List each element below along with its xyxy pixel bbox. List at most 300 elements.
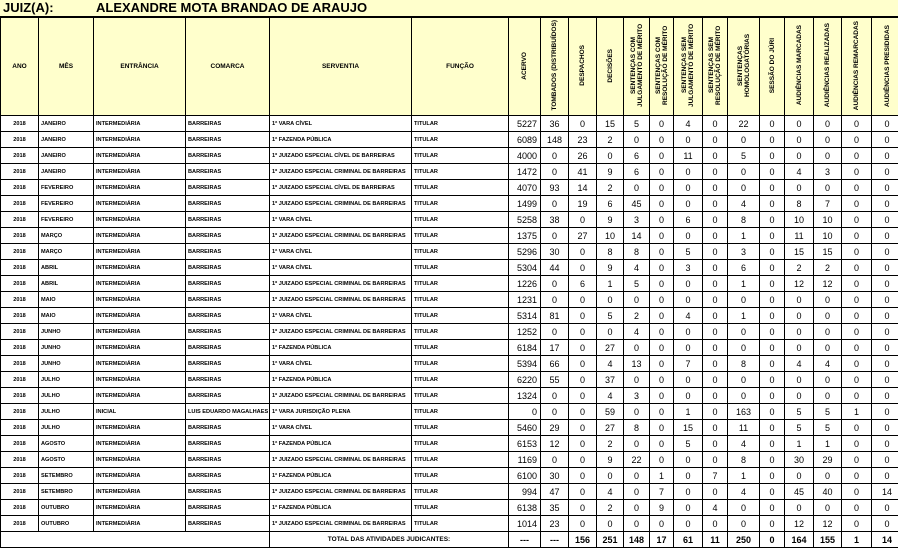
cell-acervo: 5304 — [509, 260, 541, 276]
cell-mes: ABRIL — [39, 260, 94, 276]
cell-acervo: 6100 — [509, 468, 541, 484]
cell-sentencas-homologatorias: 0 — [728, 324, 760, 340]
cell-sentencas-sem-julgamento: 0 — [674, 324, 703, 340]
cell-despachos: 0 — [569, 500, 597, 516]
cell-decisoes: 9 — [597, 212, 624, 228]
cell-audiencias-marcadas: 0 — [785, 324, 814, 340]
col-serventia: SERVENTIA — [270, 18, 412, 116]
cell-ano: 2018 — [1, 308, 39, 324]
cell-audiencias-remarcadas: 0 — [842, 356, 872, 372]
cell-audiencias-remarcadas: 0 — [842, 324, 872, 340]
cell-decisoes: 0 — [597, 516, 624, 532]
cell-sentencas-com-resolucao: 0 — [650, 516, 674, 532]
cell-sessao-juri: 0 — [760, 324, 785, 340]
cell-mes: MARÇO — [39, 228, 94, 244]
cell-tombados: 93 — [541, 180, 569, 196]
cell-audiencias-remarcadas: 0 — [842, 484, 872, 500]
cell-entrancia: INTERMEDIÁRIA — [94, 132, 186, 148]
cell-ano: 2018 — [1, 228, 39, 244]
cell-comarca: LUIS EDUARDO MAGALHAES — [186, 404, 270, 420]
cell-audiencias-remarcadas: 0 — [842, 452, 872, 468]
cell-tombados: 148 — [541, 132, 569, 148]
cell-sentencas-sem-resolucao: 0 — [703, 180, 728, 196]
cell-audiencias-presididas: 14 — [872, 484, 898, 500]
cell-audiencias-presididas: 0 — [872, 228, 898, 244]
total-audiencias-realizadas: 155 — [814, 532, 842, 548]
cell-despachos: 0 — [569, 340, 597, 356]
cell-serventia: 1º JUIZADO ESPECIAL CRIMINAL DE BARREIRAS — [270, 228, 412, 244]
cell-ano: 2018 — [1, 420, 39, 436]
cell-entrancia: INTERMEDIÁRIA — [94, 420, 186, 436]
cell-entrancia: INTERMEDIÁRIA — [94, 164, 186, 180]
cell-despachos: 0 — [569, 452, 597, 468]
cell-tombados: 30 — [541, 244, 569, 260]
cell-sessao-juri: 0 — [760, 180, 785, 196]
cell-audiencias-presididas: 0 — [872, 196, 898, 212]
cell-acervo: 6220 — [509, 372, 541, 388]
cell-despachos: 0 — [569, 388, 597, 404]
cell-mes: SETEMBRO — [39, 468, 94, 484]
cell-tombados: 66 — [541, 356, 569, 372]
cell-audiencias-marcadas: 12 — [785, 276, 814, 292]
cell-sentencas-com-julgamento: 0 — [624, 132, 650, 148]
cell-audiencias-realizadas: 5 — [814, 404, 842, 420]
cell-sentencas-com-julgamento: 6 — [624, 164, 650, 180]
cell-comarca: BARREIRAS — [186, 212, 270, 228]
cell-serventia: 1ª FAZENDA PÚBLICA — [270, 500, 412, 516]
table-row — [1, 516, 898, 532]
cell-ano: 2018 — [1, 484, 39, 500]
cell-ano: 2018 — [1, 516, 39, 532]
cell-sessao-juri: 0 — [760, 340, 785, 356]
cell-despachos: 23 — [569, 132, 597, 148]
cell-sentencas-sem-resolucao: 0 — [703, 244, 728, 260]
cell-entrancia: INTERMEDIÁRIA — [94, 484, 186, 500]
cell-entrancia: INTERMEDIÁRIA — [94, 324, 186, 340]
cell-comarca: BARREIRAS — [186, 132, 270, 148]
cell-sentencas-homologatorias: 11 — [728, 420, 760, 436]
cell-sentencas-sem-resolucao: 0 — [703, 372, 728, 388]
cell-mes: JUNHO — [39, 356, 94, 372]
cell-serventia: 1º JUIZADO ESPECIAL CRIMINAL DE BARREIRAS — [270, 516, 412, 532]
cell-audiencias-realizadas: 0 — [814, 116, 842, 132]
cell-sentencas-sem-julgamento: 15 — [674, 420, 703, 436]
cell-tombados: 23 — [541, 516, 569, 532]
col-ano: ANO — [1, 18, 39, 116]
cell-sentencas-com-resolucao: 0 — [650, 420, 674, 436]
cell-sentencas-sem-julgamento: 3 — [674, 260, 703, 276]
cell-sentencas-sem-julgamento: 0 — [674, 164, 703, 180]
cell-sentencas-com-julgamento: 5 — [624, 116, 650, 132]
cell-funcao: TITULAR — [412, 468, 509, 484]
cell-sentencas-sem-julgamento: 0 — [674, 468, 703, 484]
cell-sentencas-sem-julgamento: 0 — [674, 292, 703, 308]
cell-audiencias-remarcadas: 0 — [842, 212, 872, 228]
cell-sentencas-com-julgamento: 14 — [624, 228, 650, 244]
cell-entrancia: INTERMEDIÁRIA — [94, 260, 186, 276]
cell-sentencas-com-julgamento: 2 — [624, 308, 650, 324]
cell-audiencias-realizadas: 10 — [814, 228, 842, 244]
table-row — [1, 276, 898, 292]
cell-entrancia: INICIAL — [94, 404, 186, 420]
cell-sentencas-sem-resolucao: 0 — [703, 436, 728, 452]
cell-sentencas-com-resolucao: 0 — [650, 132, 674, 148]
cell-audiencias-realizadas: 0 — [814, 388, 842, 404]
cell-comarca: BARREIRAS — [186, 196, 270, 212]
cell-sentencas-sem-resolucao: 0 — [703, 356, 728, 372]
cell-decisoes: 0 — [597, 324, 624, 340]
cell-sentencas-com-julgamento: 0 — [624, 292, 650, 308]
cell-entrancia: INTERMEDIÁRIA — [94, 212, 186, 228]
cell-ano: 2018 — [1, 276, 39, 292]
cell-audiencias-remarcadas: 0 — [842, 164, 872, 180]
cell-decisoes: 10 — [597, 228, 624, 244]
total-sentencas-sem-resolucao: 11 — [703, 532, 728, 548]
total-audiencias-presididas: 14 — [872, 532, 898, 548]
cell-sentencas-com-resolucao: 0 — [650, 148, 674, 164]
cell-sentencas-com-julgamento: 5 — [624, 276, 650, 292]
cell-sentencas-sem-julgamento: 0 — [674, 196, 703, 212]
cell-sessao-juri: 0 — [760, 500, 785, 516]
cell-decisoes: 0 — [597, 148, 624, 164]
cell-funcao: TITULAR — [412, 260, 509, 276]
cell-audiencias-realizadas: 4 — [814, 356, 842, 372]
cell-audiencias-realizadas: 0 — [814, 372, 842, 388]
cell-acervo: 1014 — [509, 516, 541, 532]
cell-despachos: 0 — [569, 420, 597, 436]
cell-audiencias-realizadas: 12 — [814, 276, 842, 292]
cell-sentencas-com-resolucao: 0 — [650, 388, 674, 404]
cell-sentencas-com-julgamento: 0 — [624, 500, 650, 516]
cell-sentencas-com-resolucao: 0 — [650, 196, 674, 212]
cell-acervo: 4000 — [509, 148, 541, 164]
cell-sentencas-homologatorias: 4 — [728, 484, 760, 500]
cell-audiencias-realizadas: 10 — [814, 212, 842, 228]
cell-comarca: BARREIRAS — [186, 276, 270, 292]
cell-funcao: TITULAR — [412, 340, 509, 356]
cell-audiencias-remarcadas: 0 — [842, 260, 872, 276]
table-row — [1, 212, 898, 228]
cell-sentencas-sem-resolucao: 0 — [703, 228, 728, 244]
table-row — [1, 452, 898, 468]
cell-sessao-juri: 0 — [760, 132, 785, 148]
total-sessao-juri: 0 — [760, 532, 785, 548]
cell-sentencas-com-resolucao: 0 — [650, 244, 674, 260]
cell-mes: JUNHO — [39, 324, 94, 340]
table-row — [1, 356, 898, 372]
cell-acervo: 1252 — [509, 324, 541, 340]
cell-mes: OUTUBRO — [39, 516, 94, 532]
cell-mes: JANEIRO — [39, 116, 94, 132]
cell-comarca: BARREIRAS — [186, 356, 270, 372]
table-row — [1, 468, 898, 484]
cell-sentencas-com-resolucao: 0 — [650, 276, 674, 292]
cell-despachos: 0 — [569, 244, 597, 260]
cell-funcao: TITULAR — [412, 212, 509, 228]
cell-entrancia: INTERMEDIÁRIA — [94, 372, 186, 388]
cell-funcao: TITULAR — [412, 420, 509, 436]
cell-sentencas-homologatorias: 1 — [728, 468, 760, 484]
total-decisoes: 251 — [597, 532, 624, 548]
cell-tombados: 0 — [541, 164, 569, 180]
cell-sentencas-sem-julgamento: 0 — [674, 132, 703, 148]
cell-sentencas-homologatorias: 163 — [728, 404, 760, 420]
cell-sentencas-sem-resolucao: 7 — [703, 468, 728, 484]
cell-decisoes: 6 — [597, 196, 624, 212]
cell-acervo: 1231 — [509, 292, 541, 308]
cell-entrancia: INTERMEDIÁRIA — [94, 356, 186, 372]
cell-entrancia: INTERMEDIÁRIA — [94, 276, 186, 292]
cell-serventia: 1ª VARA CÍVEL — [270, 356, 412, 372]
col-sentencas-sem-resolucao: SENTENÇAS SEM RESOLUÇÃO DE MÉRITO — [703, 18, 728, 116]
table-row — [1, 308, 898, 324]
cell-sentencas-homologatorias: 0 — [728, 164, 760, 180]
cell-sessao-juri: 0 — [760, 196, 785, 212]
cell-sentencas-sem-resolucao: 0 — [703, 212, 728, 228]
cell-funcao: TITULAR — [412, 324, 509, 340]
cell-mes: JUNHO — [39, 340, 94, 356]
cell-audiencias-presididas: 0 — [872, 324, 898, 340]
cell-despachos: 0 — [569, 516, 597, 532]
cell-sessao-juri: 0 — [760, 228, 785, 244]
cell-audiencias-presididas: 0 — [872, 164, 898, 180]
cell-sentencas-com-julgamento: 0 — [624, 468, 650, 484]
table-row — [1, 132, 898, 148]
total-sentencas-homologatorias: 250 — [728, 532, 760, 548]
cell-sessao-juri: 0 — [760, 372, 785, 388]
cell-tombados: 17 — [541, 340, 569, 356]
cell-funcao: TITULAR — [412, 404, 509, 420]
cell-entrancia: INTERMEDIÁRIA — [94, 228, 186, 244]
cell-audiencias-remarcadas: 0 — [842, 132, 872, 148]
col-audiencias-remarcadas: AUDIÊNCIAS REMARCADAS — [842, 18, 872, 116]
cell-audiencias-presididas: 0 — [872, 180, 898, 196]
cell-audiencias-remarcadas: 0 — [842, 340, 872, 356]
cell-tombados: 0 — [541, 388, 569, 404]
cell-sentencas-homologatorias: 8 — [728, 452, 760, 468]
cell-audiencias-remarcadas: 0 — [842, 468, 872, 484]
cell-decisoes: 0 — [597, 292, 624, 308]
cell-audiencias-remarcadas: 0 — [842, 372, 872, 388]
cell-sentencas-homologatorias: 0 — [728, 292, 760, 308]
cell-comarca: BARREIRAS — [186, 500, 270, 516]
cell-audiencias-marcadas: 0 — [785, 500, 814, 516]
cell-sentencas-sem-julgamento: 0 — [674, 452, 703, 468]
cell-sentencas-homologatorias: 0 — [728, 516, 760, 532]
cell-serventia: 1ª FAZENDA PÚBLICA — [270, 468, 412, 484]
cell-mes: JULHO — [39, 420, 94, 436]
cell-audiencias-presididas: 0 — [872, 468, 898, 484]
cell-sentencas-homologatorias: 0 — [728, 388, 760, 404]
cell-funcao: TITULAR — [412, 356, 509, 372]
cell-tombados: 0 — [541, 452, 569, 468]
cell-decisoes: 15 — [597, 116, 624, 132]
cell-sentencas-com-julgamento: 3 — [624, 388, 650, 404]
cell-despachos: 0 — [569, 468, 597, 484]
cell-despachos: 26 — [569, 148, 597, 164]
cell-serventia: 1º JUIZADO ESPECIAL CRIMINAL DE BARREIRAS — [270, 292, 412, 308]
cell-sentencas-homologatorias: 3 — [728, 244, 760, 260]
cell-tombados: 0 — [541, 276, 569, 292]
cell-sentencas-com-julgamento: 0 — [624, 404, 650, 420]
cell-audiencias-presididas: 0 — [872, 148, 898, 164]
cell-entrancia: INTERMEDIÁRIA — [94, 308, 186, 324]
cell-acervo: 1324 — [509, 388, 541, 404]
cell-sentencas-com-julgamento: 8 — [624, 420, 650, 436]
cell-audiencias-realizadas: 3 — [814, 164, 842, 180]
cell-sessao-juri: 0 — [760, 468, 785, 484]
cell-audiencias-realizadas: 29 — [814, 452, 842, 468]
cell-comarca: BARREIRAS — [186, 164, 270, 180]
table-row — [1, 324, 898, 340]
cell-audiencias-realizadas: 15 — [814, 244, 842, 260]
cell-sentencas-sem-resolucao: 0 — [703, 420, 728, 436]
cell-serventia: 1º JUIZADO ESPECIAL CÍVEL DE BARREIRAS — [270, 148, 412, 164]
cell-audiencias-marcadas: 0 — [785, 372, 814, 388]
cell-despachos: 0 — [569, 212, 597, 228]
cell-decisoes: 4 — [597, 388, 624, 404]
cell-sentencas-sem-resolucao: 0 — [703, 276, 728, 292]
cell-serventia: 1º JUIZADO ESPECIAL CRIMINAL DE BARREIRAS — [270, 388, 412, 404]
cell-entrancia: INTERMEDIÁRIA — [94, 244, 186, 260]
cell-sentencas-sem-resolucao: 0 — [703, 132, 728, 148]
cell-audiencias-realizadas: 5 — [814, 420, 842, 436]
cell-acervo: 6153 — [509, 436, 541, 452]
cell-despachos: 14 — [569, 180, 597, 196]
cell-sentencas-com-resolucao: 0 — [650, 436, 674, 452]
cell-acervo: 1375 — [509, 228, 541, 244]
cell-ano: 2018 — [1, 132, 39, 148]
cell-entrancia: INTERMEDIÁRIA — [94, 436, 186, 452]
cell-tombados: 0 — [541, 324, 569, 340]
cell-sentencas-homologatorias: 0 — [728, 340, 760, 356]
cell-serventia: 1ª VARA CÍVEL — [270, 212, 412, 228]
cell-audiencias-marcadas: 0 — [785, 116, 814, 132]
cell-sentencas-com-julgamento: 0 — [624, 372, 650, 388]
cell-audiencias-presididas: 0 — [872, 420, 898, 436]
cell-funcao: TITULAR — [412, 116, 509, 132]
cell-audiencias-presididas: 0 — [872, 436, 898, 452]
cell-audiencias-marcadas: 0 — [785, 308, 814, 324]
cell-audiencias-realizadas: 7 — [814, 196, 842, 212]
cell-audiencias-marcadas: 0 — [785, 468, 814, 484]
cell-entrancia: INTERMEDIÁRIA — [94, 500, 186, 516]
col-acervo: ACERVO — [509, 18, 541, 116]
cell-mes: ABRIL — [39, 276, 94, 292]
cell-decisoes: 2 — [597, 436, 624, 452]
cell-comarca: BARREIRAS — [186, 180, 270, 196]
cell-ano: 2018 — [1, 372, 39, 388]
cell-serventia: 1º JUIZADO ESPECIAL CRIMINAL DE BARREIRAS — [270, 452, 412, 468]
activity-table — [0, 17, 898, 548]
cell-audiencias-realizadas: 0 — [814, 148, 842, 164]
cell-funcao: TITULAR — [412, 180, 509, 196]
cell-comarca: BARREIRAS — [186, 372, 270, 388]
cell-mes: AGOSTO — [39, 452, 94, 468]
cell-audiencias-remarcadas: 0 — [842, 244, 872, 260]
total-despachos: 156 — [569, 532, 597, 548]
cell-audiencias-realizadas: 0 — [814, 308, 842, 324]
col-funcao: FUNÇÃO — [412, 18, 509, 116]
cell-serventia: 1ª VARA CÍVEL — [270, 260, 412, 276]
cell-decisoes: 2 — [597, 500, 624, 516]
cell-acervo: 5258 — [509, 212, 541, 228]
cell-sentencas-homologatorias: 4 — [728, 196, 760, 212]
col-despachos: DESPACHOS — [569, 18, 597, 116]
col-audiencias-marcadas: AUDIÊNCIAS MARCADAS — [785, 18, 814, 116]
cell-despachos: 0 — [569, 356, 597, 372]
cell-audiencias-realizadas: 12 — [814, 516, 842, 532]
cell-funcao: TITULAR — [412, 388, 509, 404]
cell-audiencias-remarcadas: 0 — [842, 500, 872, 516]
cell-despachos: 0 — [569, 292, 597, 308]
total-audiencias-marcadas: 164 — [785, 532, 814, 548]
cell-audiencias-remarcadas: 0 — [842, 436, 872, 452]
cell-tombados: 0 — [541, 404, 569, 420]
cell-sentencas-homologatorias: 1 — [728, 228, 760, 244]
cell-audiencias-remarcadas: 0 — [842, 180, 872, 196]
cell-sentencas-com-resolucao: 0 — [650, 260, 674, 276]
cell-decisoes: 27 — [597, 420, 624, 436]
col-mes: MÊS — [39, 18, 94, 116]
cell-funcao: TITULAR — [412, 484, 509, 500]
cell-audiencias-remarcadas: 0 — [842, 196, 872, 212]
cell-sentencas-sem-julgamento: 4 — [674, 308, 703, 324]
cell-serventia: 1ª FAZENDA PÚBLICA — [270, 372, 412, 388]
cell-sentencas-com-julgamento: 45 — [624, 196, 650, 212]
cell-comarca: BARREIRAS — [186, 436, 270, 452]
cell-mes: JULHO — [39, 404, 94, 420]
col-sessao-juri: SESSÃO DO JÚRI — [760, 18, 785, 116]
cell-sentencas-sem-resolucao: 0 — [703, 516, 728, 532]
cell-sessao-juri: 0 — [760, 420, 785, 436]
col-audiencias-presididas: AUDIÊNCIAS PRESIDIDAS — [872, 18, 898, 116]
cell-audiencias-marcadas: 0 — [785, 132, 814, 148]
cell-sentencas-sem-resolucao: 0 — [703, 452, 728, 468]
cell-mes: FEVEREIRO — [39, 180, 94, 196]
judge-label: JUIZ(A): — [3, 0, 54, 16]
cell-audiencias-presididas: 0 — [872, 116, 898, 132]
cell-funcao: TITULAR — [412, 516, 509, 532]
cell-audiencias-realizadas: 0 — [814, 132, 842, 148]
col-audiencias-realizadas: AUDIÊNCIAS REALIZADAS — [814, 18, 842, 116]
cell-sessao-juri: 0 — [760, 164, 785, 180]
cell-sentencas-com-resolucao: 0 — [650, 372, 674, 388]
cell-sentencas-sem-julgamento: 0 — [674, 276, 703, 292]
cell-serventia: 1º JUIZADO ESPECIAL CRIMINAL DE BARREIRAS — [270, 324, 412, 340]
judge-header — [0, 0, 898, 17]
table-row — [1, 436, 898, 452]
cell-sessao-juri: 0 — [760, 308, 785, 324]
cell-sessao-juri: 0 — [760, 212, 785, 228]
cell-comarca: BARREIRAS — [186, 148, 270, 164]
cell-audiencias-presididas: 0 — [872, 356, 898, 372]
cell-audiencias-marcadas: 0 — [785, 388, 814, 404]
cell-despachos: 41 — [569, 164, 597, 180]
cell-audiencias-marcadas: 2 — [785, 260, 814, 276]
cell-sentencas-com-julgamento: 22 — [624, 452, 650, 468]
cell-decisoes: 2 — [597, 132, 624, 148]
cell-audiencias-realizadas: 0 — [814, 500, 842, 516]
cell-despachos: 0 — [569, 404, 597, 420]
cell-sentencas-com-julgamento: 3 — [624, 212, 650, 228]
cell-audiencias-marcadas: 0 — [785, 180, 814, 196]
cell-ano: 2018 — [1, 116, 39, 132]
cell-audiencias-realizadas: 0 — [814, 340, 842, 356]
total-sentencas-sem-julgamento: 61 — [674, 532, 703, 548]
cell-sessao-juri: 0 — [760, 516, 785, 532]
cell-audiencias-presididas: 0 — [872, 516, 898, 532]
